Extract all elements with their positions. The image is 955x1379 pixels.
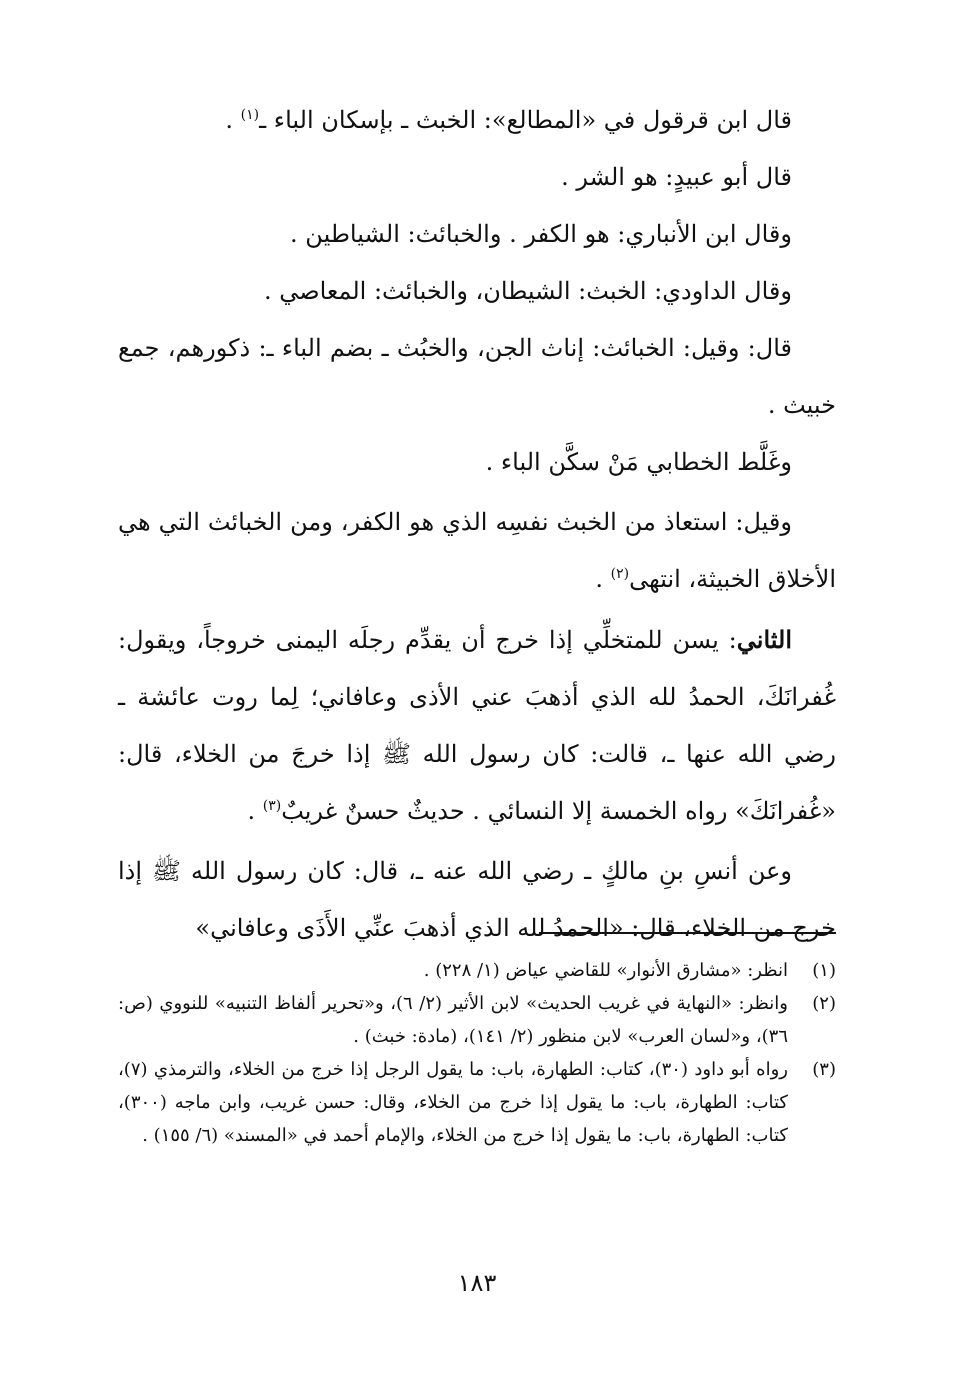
paragraph-text: وقيل: استعاذ من الخبث نفسِه الذي هو الكفر، ومن الخبائث التي هي الأخلاق الخبيثة، انتهى <box>118 508 836 593</box>
paragraph-text: وغَلَّط الخطابي مَنْ سكَّن الباء . <box>485 448 792 476</box>
page-number: ١٨٣ <box>457 1269 497 1297</box>
paragraph-tail: . <box>595 565 611 593</box>
paragraph-lead: الثاني <box>736 625 792 654</box>
paragraph-3 <box>118 206 836 263</box>
paragraph-text: قال ابن قرقول في «المطالع»: الخبث ـ بإسكان الباء ـ <box>259 106 792 134</box>
footnote-marker[interactable]: (٢) <box>610 566 630 582</box>
paragraph-tail: . <box>247 797 263 825</box>
paragraph-8 <box>118 611 836 840</box>
paragraph-tail: . <box>225 106 241 134</box>
paragraph-6 <box>118 434 836 491</box>
paragraph-9 <box>118 843 836 957</box>
footnote-1 <box>118 954 836 987</box>
paragraph-2 <box>118 149 836 206</box>
paragraph-text: وقال الداودي: الخبث: الشيطان، والخبائث: المعاصي . <box>263 277 792 305</box>
main-text <box>118 92 836 957</box>
footnotes <box>118 954 836 1152</box>
footnote-marker[interactable]: (١) <box>240 107 260 123</box>
paragraph-text: وعن أنسِ بنِ مالكٍ ـ رضي الله عنه ـ، قال: كان رسول الله ﷺ إذا خرج من الخلاء، قال: «الحمدُ لله الذي أذهبَ عنِّي الأَذَى وعافاني» <box>118 857 836 942</box>
footnote-marker[interactable]: (٣) <box>262 798 282 814</box>
footnote-3 <box>118 1053 836 1152</box>
footnote-text: وانظر: «النهاية في غريب الحديث» لابن الأثير (٢/ ٦)، و«تحرير ألفاظ التنبيه» للنووي (ص: ٣٦)، و«لسان العرب» لابن منظور (٢/ ١٤١)، (مادة: خبث) . <box>118 993 788 1047</box>
paragraph-4 <box>118 263 836 320</box>
paragraph-text: : يسن للمتخلِّي إذا خرج أن يقدِّم رجلَه اليمنى خروجاً، ويقول: غُفرانَكَ، الحمدُ لله الذي أذهبَ عني الأذى وعافاني؛ لِما روت عائشة ـ رضي الله عنها ـ، قالت: كان رسول الله ﷺ إذا خرجَ من الخلاء، قال: «غُفرانَكَ» رواه الخمسة إلا النسائي . حديثٌ حسنٌ غريبٌ <box>118 626 836 825</box>
paragraph-text: وقال ابن الأنباري: هو الكفر . والخبائث: الشياطين . <box>290 220 792 248</box>
paragraph-7 <box>118 494 836 608</box>
footnote-2 <box>118 987 836 1053</box>
paragraph-5 <box>118 320 836 434</box>
paragraph-1 <box>118 92 836 149</box>
paragraph-text: قال أبو عبيدٍ: هو الشر . <box>561 163 792 191</box>
paragraph-text: قال: وقيل: الخبائث: إناث الجن، والخبُث ـ بضم الباء ـ: ذكورهم، جمع خبيث . <box>118 334 836 419</box>
footnote-number: (٢) <box>812 993 836 1014</box>
footnote-number: (١) <box>812 960 836 981</box>
footnote-separator <box>539 932 836 934</box>
page <box>118 92 836 1322</box>
footnote-text: انظر: «مشارق الأنوار» للقاضي عياض (١/ ٢٢٨) . <box>423 960 788 981</box>
footnote-text: رواه أبو داود (٣٠)، كتاب: الطهارة، باب: ما يقول الرجل إذا خرج من الخلاء، والترمذي (٧)، كتاب: الطهارة، باب: ما يقول إذا خرج من الخلاء، وقال: حسن غريب، وابن ماجه (٣٠٠)، كتاب: الطهارة، باب: ما يقول إذا خرج من الخلاء، والإمام أحمد في «المسند» (٦/ ١٥٥) . <box>118 1059 788 1146</box>
footnote-number: (٣) <box>812 1059 836 1080</box>
